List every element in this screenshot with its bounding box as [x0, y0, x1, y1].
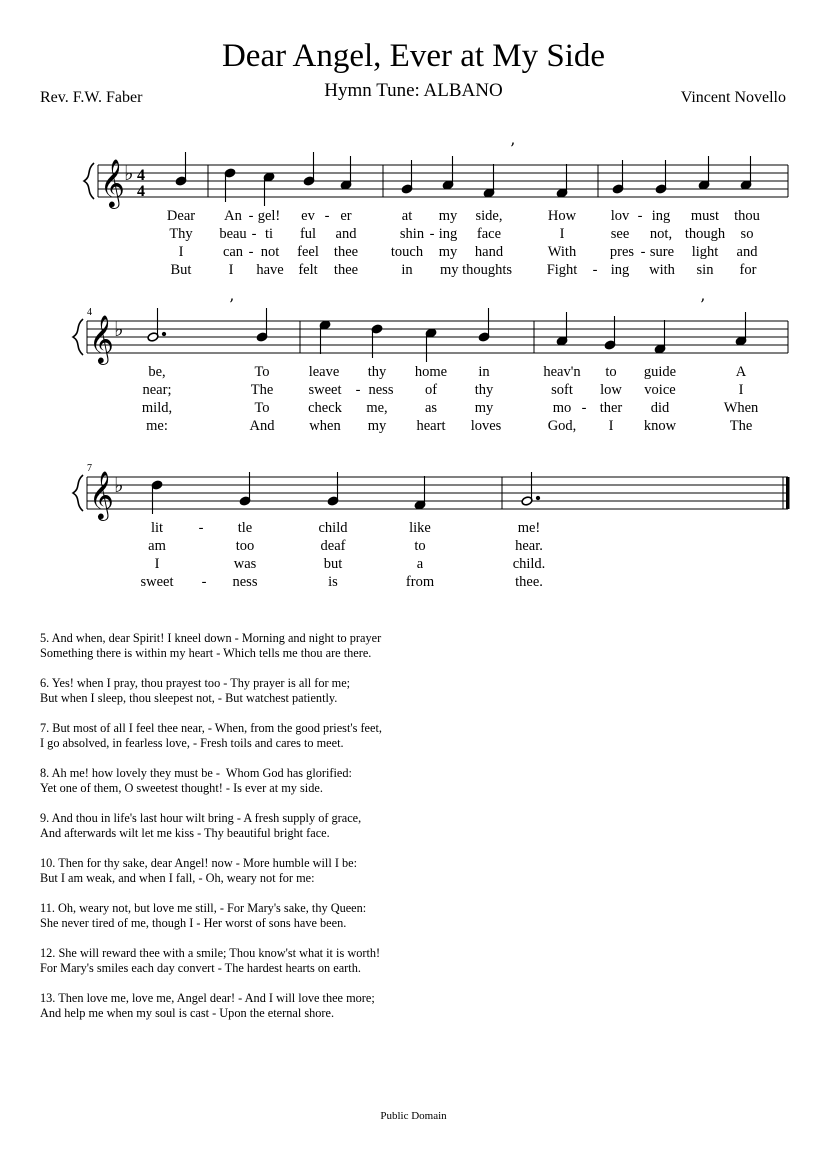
lyric-hyphen: - — [198, 520, 204, 536]
breath-mark-icon: ’ — [510, 139, 516, 158]
lyric: tle — [237, 520, 253, 536]
lyric: ti — [264, 226, 274, 242]
lyric: I — [559, 226, 565, 242]
lyric: soft — [551, 382, 573, 398]
lyric: heart — [416, 418, 446, 434]
lyric: home — [414, 364, 448, 380]
verse: 5. And when, dear Spirit! I kneel down - Morning and night to prayer Something there is within my heart - Which tells me thou are there. — [40, 631, 382, 660]
lyric-hyphen: - — [248, 208, 254, 224]
lyric-hyphen: - — [429, 226, 435, 242]
lyric: have — [256, 262, 284, 278]
lyric: ness — [232, 574, 258, 590]
lyric: I — [228, 262, 234, 278]
note — [256, 308, 268, 342]
lyric: sweet — [140, 574, 174, 590]
verse: 12. She will reward thee with a smile; Thou know'st what it is worth! For Mary's smiles each day convert - The hardest hearts on earth. — [40, 946, 381, 975]
lyric: though — [684, 226, 726, 242]
lyric: leave — [308, 364, 340, 380]
lyric: guide — [643, 364, 677, 380]
measure-number: 4 — [87, 307, 92, 318]
page-title: Dear Angel, Ever at My Side — [221, 38, 606, 74]
lyric: Fight — [546, 262, 578, 278]
lyric: I — [738, 382, 744, 398]
lyric: The — [250, 382, 274, 398]
lyric: light — [691, 244, 719, 260]
lyric-hyphen: - — [592, 262, 598, 278]
verse: 10. Then for thy sake, dear Angel! now - More humble will I be: But I am weak, and when I fall, - Oh, weary not for me: — [40, 856, 358, 885]
lyric: lov — [610, 208, 630, 224]
lyric: To — [254, 400, 270, 416]
lyric: is — [328, 574, 338, 590]
lyric: too — [235, 538, 255, 554]
lyric: for — [739, 262, 757, 278]
lyric: face — [476, 226, 502, 242]
system-brace-icon — [73, 475, 83, 511]
lyric: know — [643, 418, 677, 434]
lyric-hyphen: - — [251, 226, 257, 242]
lyric: near; — [142, 382, 172, 398]
lyric: my — [474, 400, 494, 416]
lyric: be, — [148, 364, 166, 380]
lyric-hyphen: - — [640, 244, 646, 260]
lyric: ing — [438, 226, 458, 242]
lyric: And — [249, 418, 275, 434]
lyric: not — [260, 244, 280, 260]
lyric: pres — [609, 244, 635, 260]
verse: 8. Ah me! how lovely they must be - Whom God has glorified: Yet one of them, O sweetest thought! - Is ever at my side. — [40, 766, 352, 795]
subtitle: Hymn Tune: ALBANO — [324, 80, 503, 101]
lyric: ness — [368, 382, 394, 398]
lyric: to — [414, 538, 426, 554]
lyric: low — [600, 382, 622, 398]
lyric: am — [148, 538, 166, 554]
treble-clef-icon: 𝄞 — [89, 470, 114, 519]
lyric: mo — [552, 400, 572, 416]
lyric: To — [254, 364, 270, 380]
lyricist: Rev. F.W. Faber — [40, 89, 143, 106]
lyric: loves — [470, 418, 502, 434]
lyric: thee — [333, 262, 359, 278]
lyric: child. — [512, 556, 546, 572]
additional-verses — [40, 631, 740, 1036]
lyric: can — [222, 244, 244, 260]
lyric: ing — [610, 262, 630, 278]
lyric: and — [335, 226, 357, 242]
lyric: gel! — [257, 208, 281, 224]
lyric: my thoughts — [439, 262, 513, 278]
music-system-3 — [0, 452, 827, 602]
lyric: shin — [399, 226, 425, 242]
lyric: me! — [517, 520, 541, 536]
lyric: hear. — [515, 538, 543, 554]
lyric: my — [438, 208, 458, 224]
verse: 9. And thou in life's last hour wilt bring - A fresh supply of grace, And afterwards wilt let me kiss - Thy beautiful bright face. — [40, 811, 362, 840]
note — [478, 308, 490, 342]
system-brace-icon — [73, 319, 83, 355]
lyric: thy — [474, 382, 494, 398]
lyric: beau — [219, 226, 247, 242]
lyric: of — [424, 382, 438, 398]
lyric: How — [547, 208, 577, 224]
lyric: ing — [651, 208, 671, 224]
lyric: thee. — [515, 574, 543, 590]
lyric: I — [154, 556, 160, 572]
lyric: thou — [734, 208, 760, 224]
lyric: I — [608, 418, 614, 434]
lyric: with — [649, 262, 675, 278]
lyric: mild, — [141, 400, 173, 416]
lyric: ful — [299, 226, 317, 242]
lyric: Dear — [166, 208, 196, 224]
music-system-2 — [0, 296, 827, 446]
lyric: lit — [150, 520, 164, 536]
time-signature-bottom: 4 — [137, 183, 145, 200]
verse: 11. Oh, weary not, but love me still, - For Mary's sake, thy Queen: She never tired of me, though I - Her worst of sons have been. — [40, 901, 367, 930]
lyric: When — [723, 400, 759, 416]
copyright-footer: Public Domain — [380, 1110, 447, 1122]
lyric: thee — [333, 244, 359, 260]
lyric: in — [401, 262, 413, 278]
lyric: With — [547, 244, 577, 260]
lyric: sin — [696, 262, 714, 278]
lyric: An — [224, 208, 242, 224]
lyric: did — [650, 400, 670, 416]
lyric: in — [478, 364, 490, 380]
lyric: Thy — [169, 226, 193, 242]
composer: Vincent Novello — [680, 89, 786, 106]
lyric: ther — [599, 400, 623, 416]
verse: 13. Then love me, love me, Angel dear! - And I will love thee more; And help me when my soul is cast - Upon the eternal shore. — [40, 991, 375, 1020]
lyric: feel — [297, 244, 319, 260]
lyric: er — [340, 208, 352, 224]
lyric: heav'n — [543, 364, 581, 380]
lyric: at — [401, 208, 413, 224]
verse: 7. But most of all I feel thee near, - When, from the good priest's feet, I go absolved, in fearless love, - Fresh toils and cares to meet. — [40, 721, 382, 750]
system-brace-icon — [84, 163, 94, 199]
flat-icon: ♭ — [124, 161, 134, 185]
lyric: a — [416, 556, 424, 572]
note — [175, 152, 187, 186]
treble-clef-icon: 𝄞 — [89, 314, 114, 363]
lyric: hand — [474, 244, 504, 260]
lyric: from — [405, 574, 435, 590]
lyric: when — [309, 418, 341, 434]
lyric: and — [736, 244, 758, 260]
breath-mark-icon: ’ — [229, 295, 235, 314]
flat-icon: ♭ — [114, 317, 124, 341]
flat-icon: ♭ — [114, 473, 124, 497]
lyric-hyphen: - — [355, 382, 361, 398]
lyric: sure — [649, 244, 675, 260]
lyric-hyphen: - — [637, 208, 643, 224]
lyric: must — [690, 208, 720, 224]
lyric: But — [170, 262, 192, 278]
lyric: to — [605, 364, 617, 380]
note — [303, 152, 315, 186]
lyric: check — [308, 400, 342, 416]
lyric: me, — [366, 400, 388, 416]
lyric: child — [318, 520, 348, 536]
lyric: felt — [298, 262, 318, 278]
final-barline-thick — [786, 477, 790, 509]
lyric: was — [233, 556, 257, 572]
lyric: my — [367, 418, 387, 434]
music-system-1 — [0, 140, 827, 290]
lyric: side, — [475, 208, 503, 224]
lyric: thy — [367, 364, 387, 380]
lyric-hyphen: - — [248, 244, 254, 260]
breath-mark-icon: ’ — [700, 295, 706, 314]
lyric: so — [740, 226, 754, 242]
lyric: deaf — [320, 538, 346, 554]
lyric: God, — [547, 418, 577, 434]
lyric-hyphen: - — [581, 400, 587, 416]
lyric: I — [178, 244, 184, 260]
lyric: A — [735, 364, 747, 380]
lyric: me: — [146, 418, 168, 434]
lyric: touch — [390, 244, 424, 260]
time-signature-top: 4 — [137, 167, 145, 184]
lyric: ev — [301, 208, 315, 224]
verse: 6. Yes! when I pray, thou prayest too - Thy prayer is all for me; But when I sleep, thou sleepest not, - But watchest patiently. — [40, 676, 351, 705]
lyric: but — [323, 556, 343, 572]
lyric-hyphen: - — [324, 208, 330, 224]
measure-number: 7 — [87, 463, 92, 474]
lyric: see — [610, 226, 630, 242]
treble-clef-icon: 𝄞 — [100, 158, 125, 207]
lyric: like — [409, 520, 431, 536]
lyric: as — [424, 400, 438, 416]
lyric: my — [438, 244, 458, 260]
lyric-hyphen: - — [201, 574, 207, 590]
lyric: voice — [644, 382, 676, 398]
lyric: sweet — [308, 382, 342, 398]
lyric: The — [729, 418, 753, 434]
lyric: not, — [649, 226, 673, 242]
